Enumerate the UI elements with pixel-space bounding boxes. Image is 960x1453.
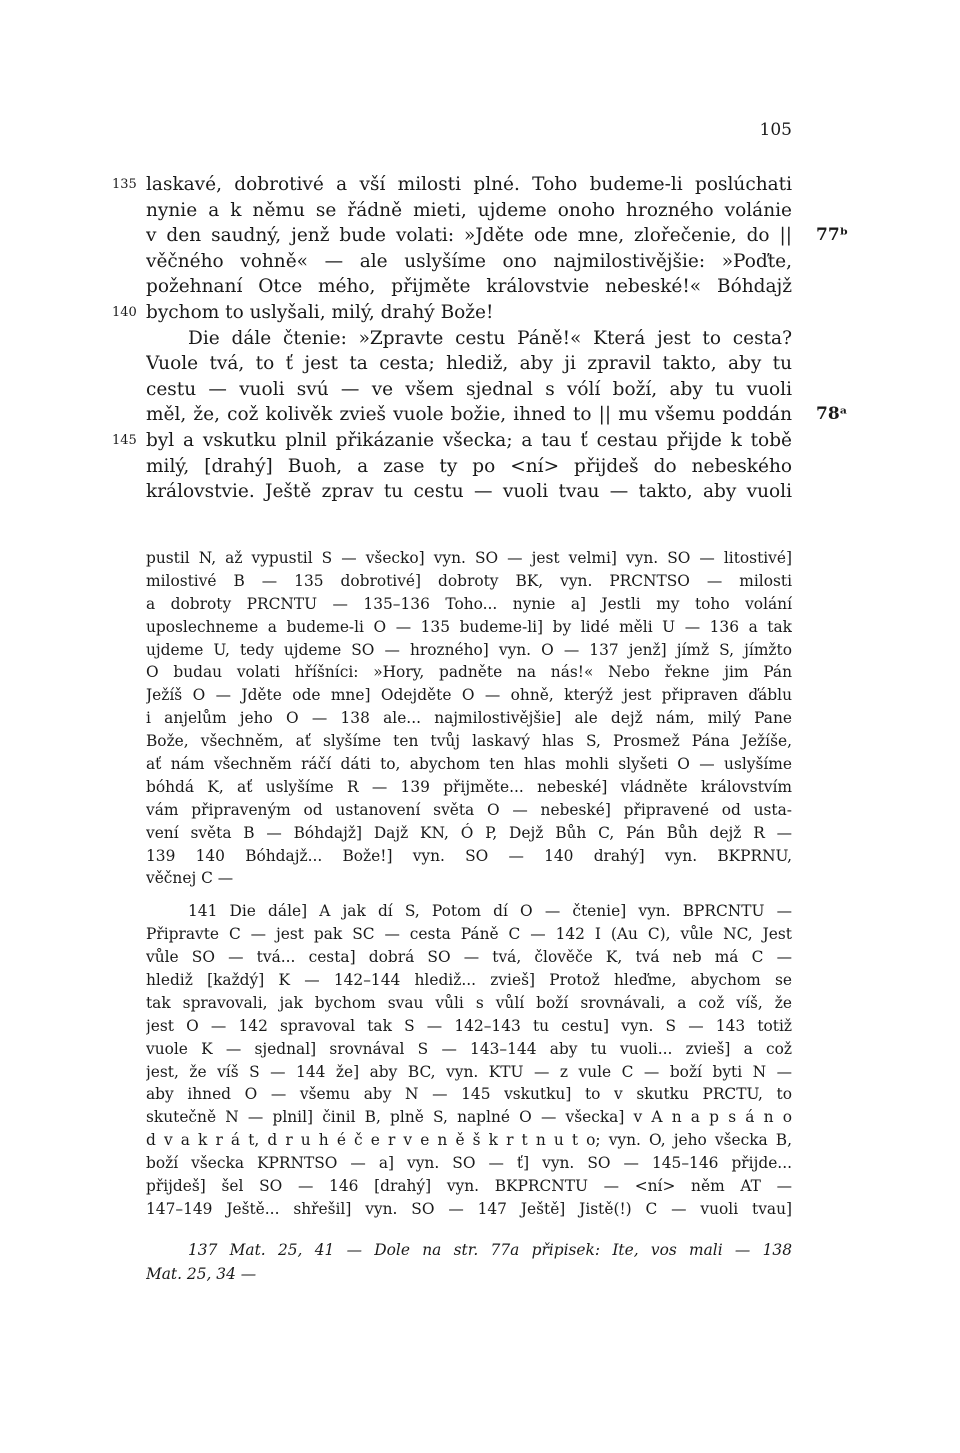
apparatus-line: hlediž [každý] K — 142–144 hlediž... zvieš] Protož hleďme, abychom se xyxy=(146,971,792,990)
main-text-content: laskavé, dobrotivé a vší milosti plné. Toho budeme-li poslúchati xyxy=(146,174,792,195)
main-text-content: v den saudný, jenž bude volati: »Jděte ode mne, zlořečenie, do || xyxy=(146,225,792,247)
apparatus-line: jest O — 142 spravoval tak S — 142–143 tu cestu] vyn. S — 143 totiž xyxy=(146,1016,792,1035)
apparatus-line: boží všecka KPRNTSO — a] vyn. SO — ť] vyn. SO — 145–146 přijde... xyxy=(146,1154,792,1173)
main-text xyxy=(112,172,849,505)
apparatus-line: skutečně N — plnil] činil B, plně S, naplné O — všecka] v A n a p s á n o xyxy=(146,1108,792,1127)
apparatus-line: vuole K — sjednal] srovnával S — 143–144 aby tu vuoli... zvieš] a což xyxy=(146,1039,792,1058)
main-text-line xyxy=(146,274,792,300)
apparatus-line: aby ihned O — všemu aby N — 145 vskutku] to v skutku PRCTU, to xyxy=(146,1085,792,1104)
main-text-line xyxy=(112,172,792,198)
main-text-line xyxy=(146,479,792,505)
source-note-line: 137 Mat. 25, 41 — Dole na str. 77a připisek: Ite, vos mali — 138 xyxy=(188,1241,792,1259)
main-text-content: požehnaní Otce mého, přijměte královstvie nebeské!« Bóhdajž xyxy=(146,276,792,298)
apparatus-line: pustil N, až vypustil S — všecko] vyn. SO — jest velmi] vyn. SO — litostivé] xyxy=(146,549,792,567)
main-text-content: Die dále čtenie: »Zpravte cestu Páně!« Která jest to cesta? xyxy=(188,327,792,349)
source-notes xyxy=(146,1238,792,1286)
main-text-content: Vuole tvá, to ť jest ta cesta; hlediž, aby ji zpravil takto, aby tu xyxy=(146,353,792,375)
apparatus-line: přijdeš] šel SO — 146 [drahý] vyn. BKPRCNTU — <ní> něm AT — xyxy=(146,1177,792,1196)
main-text-content: měl, že, což kolivěk zvieš vuole božie, ihned to || mu všemu poddán xyxy=(146,404,792,426)
apparatus-gap xyxy=(146,890,792,900)
apparatus-line: věčnej C — xyxy=(146,869,234,888)
apparatus-line: Připravte C — jest pak SC — cesta Páně C — 142 I (Au C), vůle NC, Jest xyxy=(146,925,792,944)
apparatus-line: tak spravovali, jak bychom svau vůli s vůlí boží srovnávali, a což víš, že xyxy=(146,993,792,1012)
main-text-line xyxy=(146,198,792,224)
apparatus-line: ujdeme U, tedy ujdeme SO — hrozného] vyn. O — 137 jenž] jímž S, jímžto xyxy=(146,640,792,659)
apparatus-line: 147–149 Ještě... shřešil] vyn. SO — 147 Ještě] Jistě(!) C — vuoli tvau] xyxy=(146,1199,792,1218)
main-text-content: bychom to uslyšali, milý, drahý Bože! xyxy=(146,301,494,323)
main-text-content: nynie a k němu se řádně mieti, ujdeme onoho hrozného volánie xyxy=(146,199,792,221)
apparatus-line: i anjelům jeho O — 138 ale... najmilostivějšie] ale dejž nám, milý Pane xyxy=(146,709,792,728)
source-note-line: Mat. 25, 34 — xyxy=(146,1265,257,1283)
apparatus-line: uposlechneme a budeme-li O — 135 budeme-li] by lidé měli U — 136 a tak xyxy=(146,617,792,636)
apparatus-line: 141 Die dále] A jak dí S, Potom dí O — čtenie] vyn. BPRCNTU — xyxy=(188,902,792,921)
main-text-line xyxy=(146,223,849,249)
apparatus-line: Ježíš O — Jděte ode mne] Odejděte O — ohně, kterýž jest připraven ďáblu xyxy=(146,686,792,705)
line-number: 135 xyxy=(112,177,137,192)
apparatus-line: bóhdá K, ať uslyšíme R — 139 přijměte... nebeské] vládněte královstvím xyxy=(146,777,792,796)
main-text-line xyxy=(146,249,792,275)
apparatus-line: a dobroty PRCNTU — 135–136 Toho... nynie a] Jestli my toho volání xyxy=(146,594,792,613)
main-text-content: cestu — vuoli svú — ve všem sjednal s vólí boží, aby tu vuoli xyxy=(146,378,792,400)
apparatus-line: vení světa B — Bóhdajž] Dajž KN, Ó P, Dejž Bůh C, Pán Bůh dejž R — xyxy=(146,823,792,842)
apparatus-line: Bože, všechněm, ať slyšíme ten tvůj laskavý hlas S, Prosmež Pána Ježíše, xyxy=(146,732,792,751)
line-number: 145 xyxy=(112,432,137,448)
main-text-content: věčného vohně« — ale uslyšíme ono najmilostivějšie: »Poďte, xyxy=(146,250,792,272)
page-number: 105 xyxy=(759,120,792,140)
apparatus-line: vám připraveným od ustanovení světa O — nebeské] připravené od usta- xyxy=(146,800,792,819)
apparatus-line: ať nám všechněm ráčí dáti to, abychom ten hlas mohli slyšeti O — uslyšíme xyxy=(146,755,792,774)
apparatus-line: jest, že víš S — 144 že] aby BC, vyn. KTU — z vule C — boží byti N — xyxy=(146,1062,792,1081)
main-text-line xyxy=(146,402,848,428)
apparatus-line: vůle SO — tvá... cesta] dobrá SO — tvá, člověče K, tvá neb má C — xyxy=(146,948,792,967)
folio-margin-note: 78ᵃ xyxy=(816,404,848,425)
apparatus-line: 139 140 Bóhdajž... Bože!] vyn. SO — 140 drahý] vyn. BKPRNU, xyxy=(146,846,792,865)
apparatus-line: O budau volati hříšníci: »Hory, padněte na nás!« Nebo řekne jim Pán xyxy=(146,663,792,682)
main-text-line xyxy=(112,428,792,454)
main-text-line xyxy=(146,326,792,352)
apparatus-line: d v a k r á t, d r u h é č e r v e n ě š k r t n u t o; vyn. O, jeho všecka B, xyxy=(146,1131,792,1150)
main-text-content: byl a vskutku plnil přikázanie všecka; a tau ť cestau přijde k tobě xyxy=(146,429,792,451)
main-text-line xyxy=(146,454,792,480)
critical-apparatus xyxy=(146,547,792,1221)
apparatus-line: milostivé B — 135 dobrotivé] dobroty BK, vyn. PRCNTSO — milosti xyxy=(146,571,792,590)
folio-margin-note: 77ᵇ xyxy=(816,225,849,246)
line-number: 140 xyxy=(112,304,137,320)
main-text-line xyxy=(146,351,792,377)
main-text-line xyxy=(112,300,792,326)
main-text-line xyxy=(146,377,792,403)
main-text-content: milý, [drahý] Buoh, a zase ty po <ní> přijdeš do nebeského xyxy=(146,455,792,477)
main-text-content: královstvie. Ještě zprav tu cestu — vuoli tvau — takto, aby vuoli xyxy=(146,481,792,503)
